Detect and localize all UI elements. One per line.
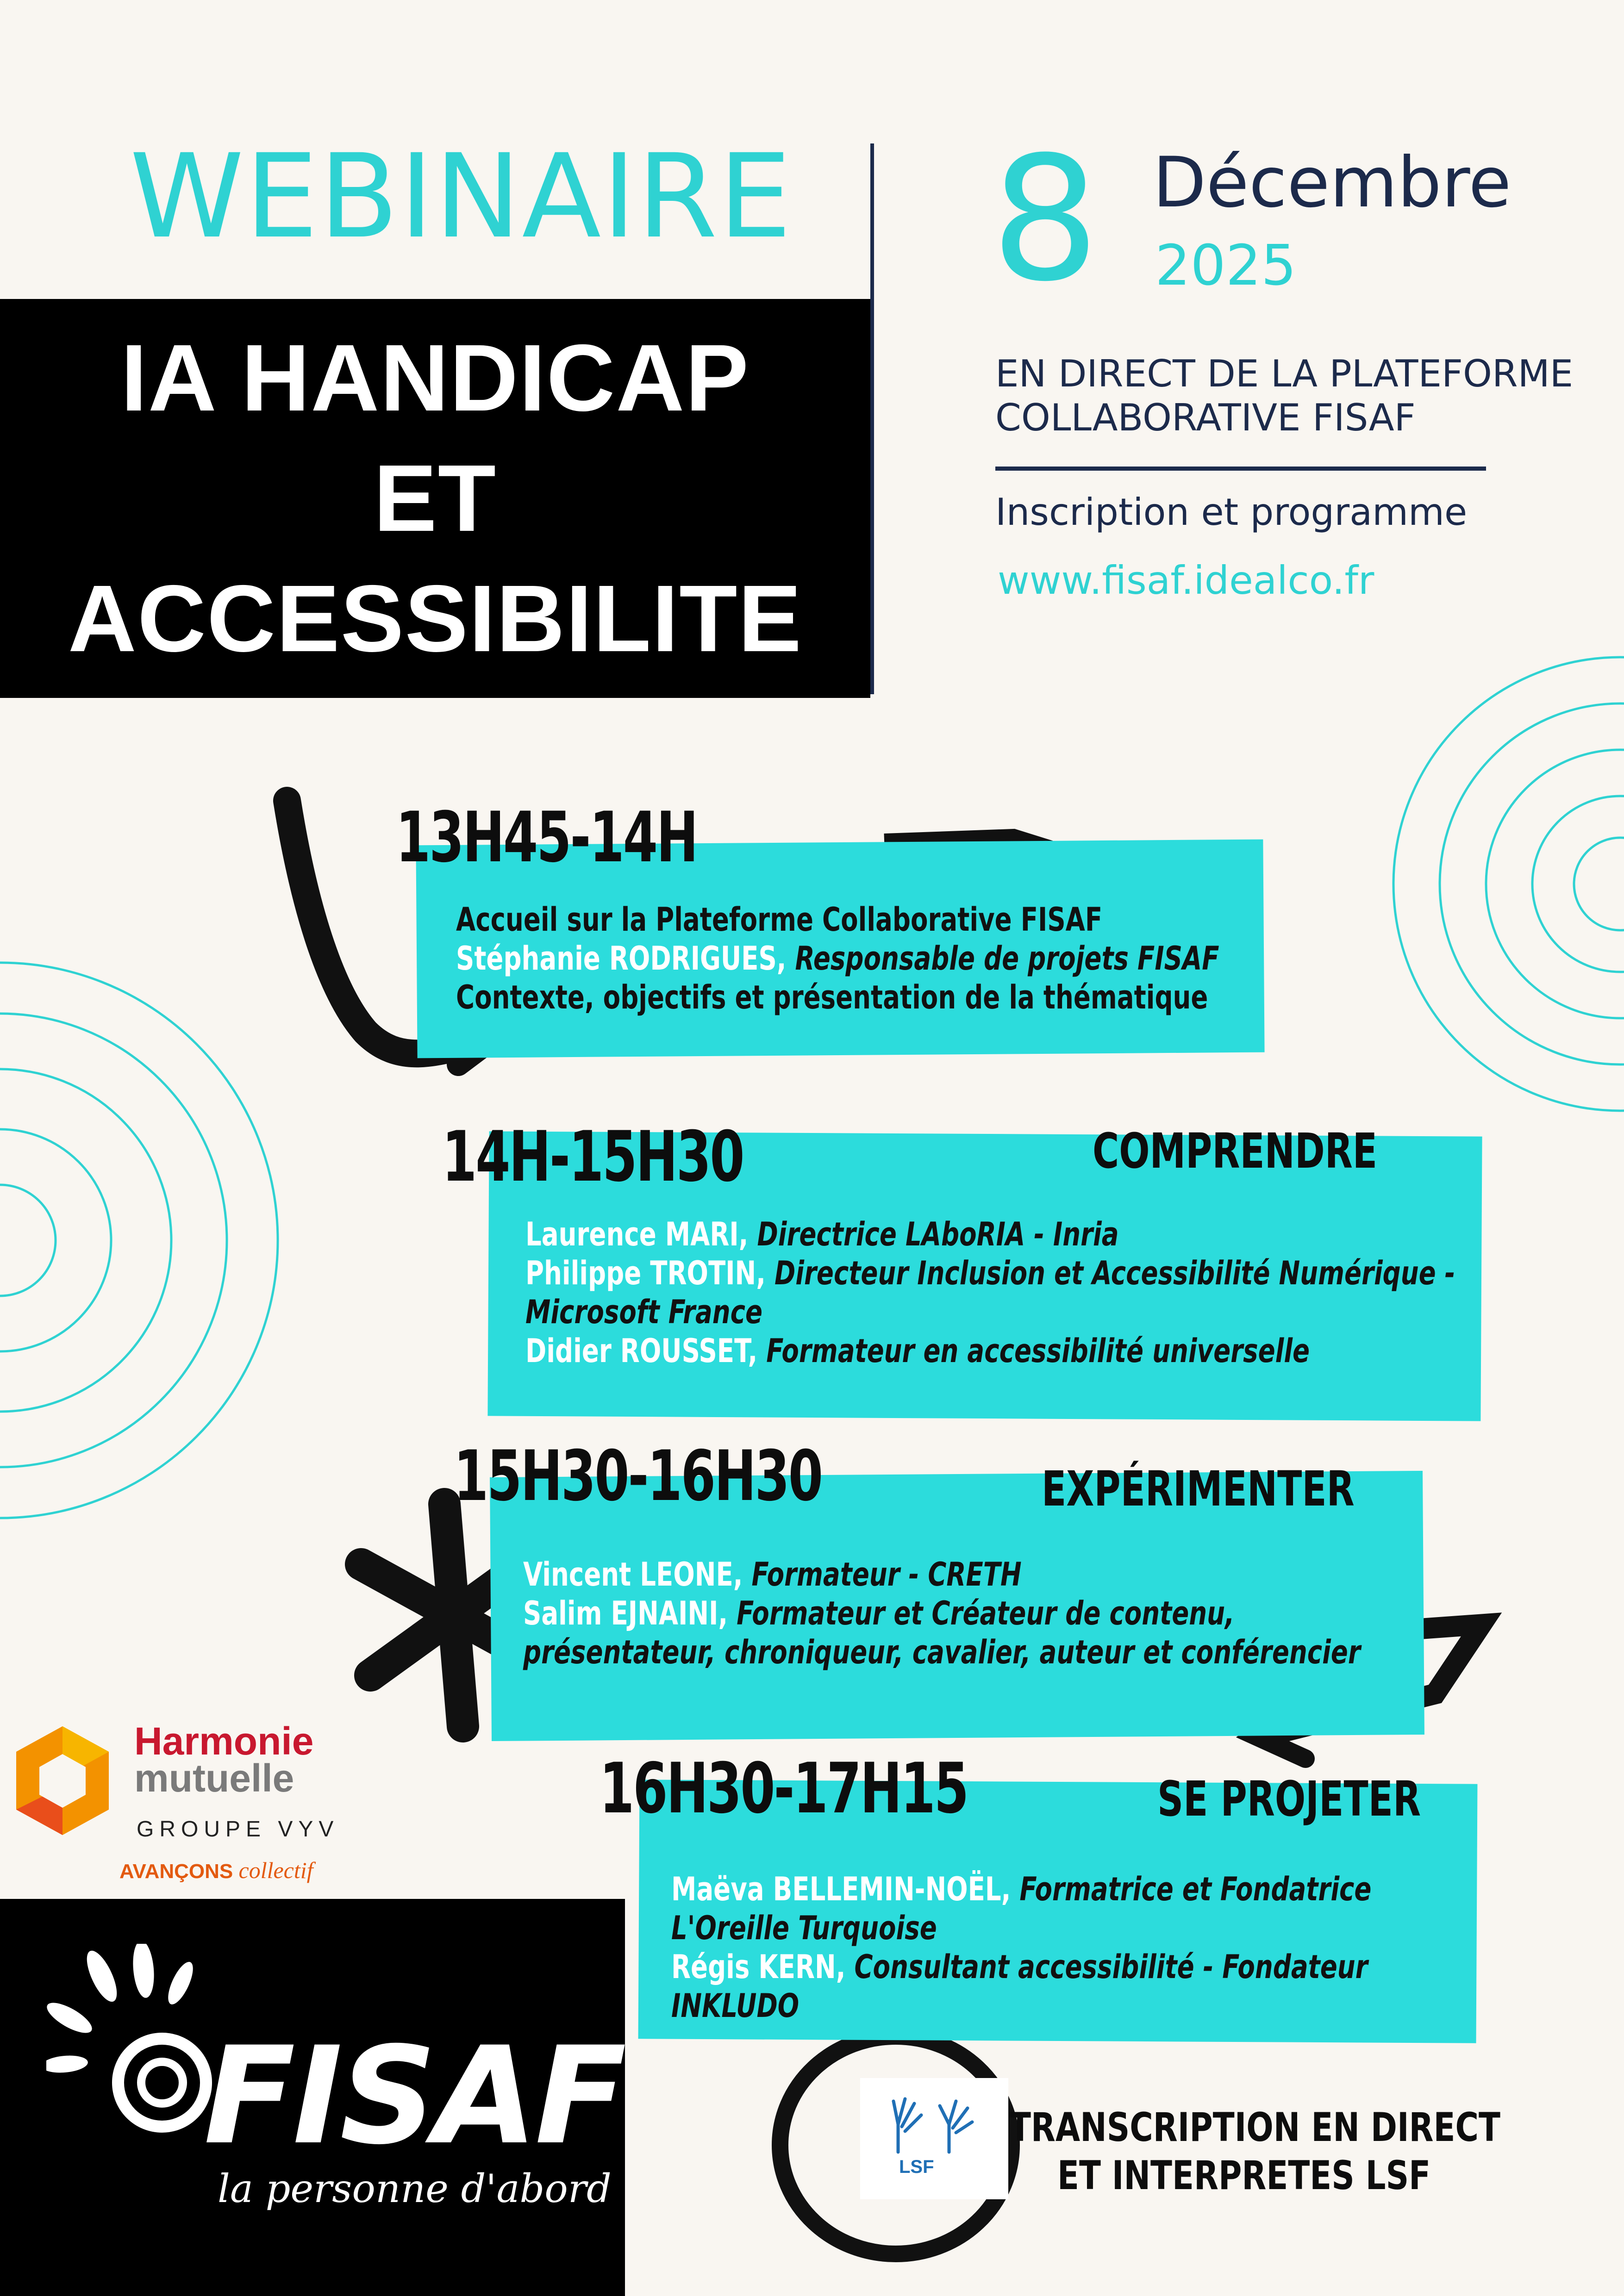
info-divider — [995, 467, 1486, 471]
session-theme: SE PROJETER — [1157, 1771, 1421, 1827]
session-time: 15H30-16H30 — [454, 1436, 822, 1517]
session-line: Régis KERN, Consultant accessibilité - Fondateur — [671, 1948, 1368, 1986]
session-theme: EXPÉRIMENTER — [1042, 1461, 1355, 1517]
live-info — [995, 352, 1573, 440]
session-line: Salim EJNAINI, Formateur et Créateur de contenu, — [523, 1594, 1235, 1632]
session-line: Didier ROUSSET, Formateur en accessibilité universelle — [525, 1332, 1310, 1370]
session-details — [525, 1215, 1455, 1370]
session-theme: COMPRENDRE — [1093, 1123, 1378, 1179]
header-divider — [870, 143, 874, 694]
title-line: IA HANDICAP — [120, 325, 750, 431]
session-details — [456, 900, 1219, 1017]
session-line: Stéphanie RODRIGUES, Responsable de projets FISAF — [456, 940, 1219, 977]
session-details — [523, 1555, 1361, 1672]
session-time: 13H45-14H — [396, 797, 697, 878]
session-time: 14H-15H30 — [442, 1117, 743, 1197]
session-time: 16H30-17H15 — [600, 1748, 968, 1829]
date-day: 8 — [991, 120, 1100, 319]
session-line: INKLUDO — [671, 1987, 800, 2025]
sign-language-icon — [880, 2087, 986, 2157]
live-line: EN DIRECT DE LA PLATEFORME — [995, 352, 1574, 395]
session-line: L'Oreille Turquoise — [671, 1909, 937, 1947]
harmonie-name-sub: mutuelle — [134, 1756, 294, 1800]
transcription-info — [1009, 2103, 1500, 2200]
concentric-circles-icon — [1393, 657, 1624, 1111]
session-line: Vincent LEONE, Formateur - CRETH — [523, 1556, 1022, 1593]
session-line: Philippe TROTIN, Directeur Inclusion et Accessibilité Numérique - — [525, 1254, 1455, 1292]
inscription-label: Inscription et programme — [995, 491, 1468, 534]
live-line: COLLABORATIVE FISAF — [995, 396, 1416, 439]
title-block — [0, 299, 870, 698]
fisaf-name: FISAF — [204, 2018, 624, 2174]
date-year: 2025 — [1155, 234, 1297, 298]
title-line: ACCESSIBILITE — [68, 566, 803, 672]
session-line: présentateur, chroniqueur, cavalier, auteur et conférencier — [523, 1633, 1361, 1671]
session-details — [671, 1870, 1371, 2025]
harmonie-name: Harmonie — [134, 1719, 314, 1763]
lsf-label: LSF — [899, 2157, 934, 2177]
website-link[interactable]: www.fisaf.idealco.fr — [998, 558, 1374, 603]
title-line: ET — [374, 445, 497, 551]
session-line: Accueil sur la Plateforme Collaborative FISAF — [456, 901, 1103, 939]
harmonie-slogan: AVANÇONS collectif — [119, 1857, 313, 1883]
session-line: Maëva BELLEMIN-NOËL, Formatrice et Fondatrice — [671, 1870, 1372, 1908]
harmonie-hexagon-icon — [9, 1722, 116, 1842]
groupe-label: GROUPE VYV — [137, 1817, 339, 1842]
date-month: Décembre — [1153, 143, 1512, 223]
transcription-line: ET INTERPRETES LSF — [1057, 2153, 1431, 2199]
concentric-circles-icon — [0, 963, 278, 1518]
fisaf-tagline: la personne d'abord — [218, 2166, 612, 2211]
session-line: Contexte, objectifs et présentation de la thématique — [456, 978, 1208, 1016]
session-line: Laurence MARI, Directrice LAboRIA - Inria — [525, 1215, 1119, 1253]
transcription-line: TRANSCRIPTION EN DIRECT — [1009, 2104, 1500, 2151]
session-line: Microsoft France — [525, 1293, 763, 1331]
event-type-label: WEBINAIRE — [130, 129, 793, 264]
